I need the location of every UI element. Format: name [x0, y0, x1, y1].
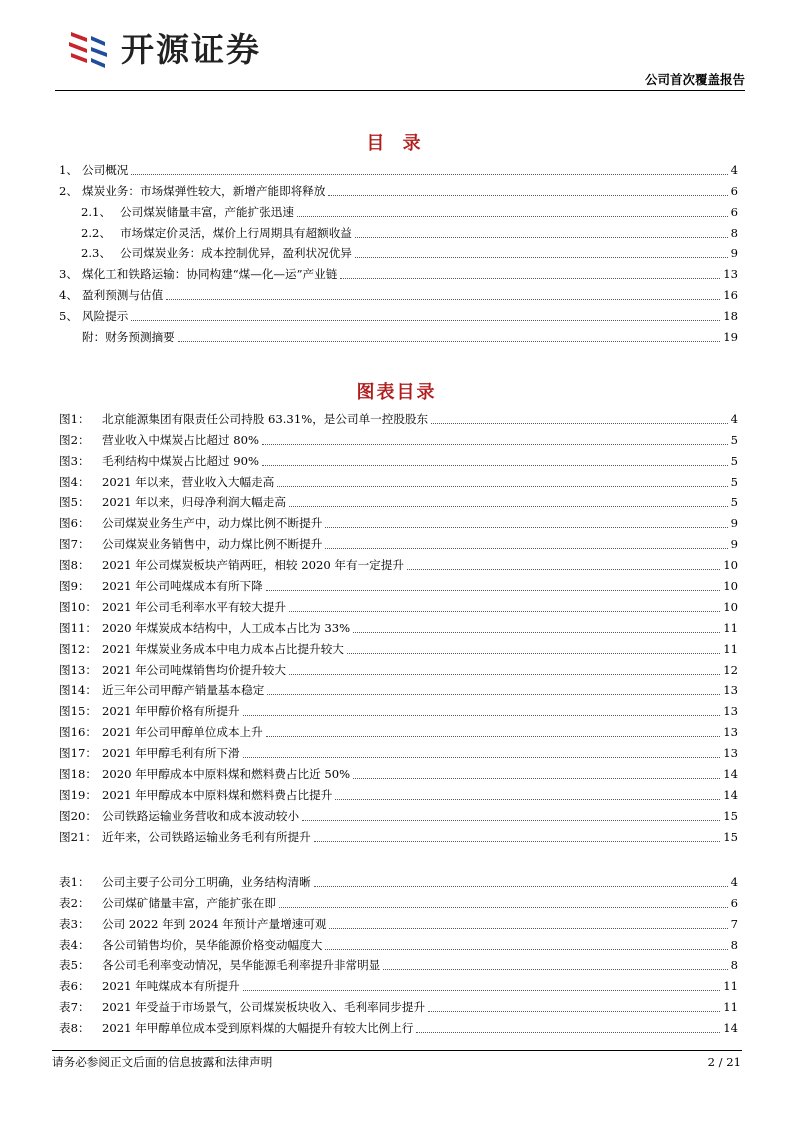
dot-leader [325, 548, 727, 549]
entry-title: 各公司销售均价，昊华能源价格变动幅度大 [102, 937, 323, 952]
entry-number: 表8： [59, 1021, 90, 1036]
entry-title: 公司煤炭业务：成本控制优异，盈利状况优异 [120, 246, 352, 261]
figure-entry[interactable] [59, 531, 738, 552]
brand-name: 开源证券 [121, 30, 261, 69]
dot-leader [262, 444, 728, 445]
figure-entry[interactable] [59, 932, 738, 953]
dot-leader [178, 341, 720, 342]
entry-number: 3、 [59, 267, 78, 282]
entry-title: 2021 年公司煤炭板块产销两旺，相较 2020 年有一定提升 [102, 558, 404, 573]
figure-entry[interactable] [59, 803, 738, 824]
entry-number: 图13： [59, 662, 97, 677]
dot-leader [329, 928, 727, 929]
entry-page: 9 [730, 537, 738, 552]
entry-title: 2021 年公司吨煤销售均价提升较大 [102, 662, 286, 677]
dot-leader [428, 1011, 720, 1012]
entry-title: 2021 年吨煤成本有所提升 [102, 979, 240, 994]
entry-number: 图16： [59, 725, 97, 740]
dot-leader [340, 278, 720, 279]
entry-number: 图1： [59, 411, 90, 426]
toc-entry[interactable] [59, 324, 738, 345]
table-list [59, 869, 738, 1036]
figure-entry[interactable] [59, 573, 738, 594]
entry-page: 10 [723, 599, 738, 614]
entry-title: 附：财务预测摘要 [82, 330, 175, 345]
entry-page: 14 [723, 767, 738, 782]
dot-leader [347, 653, 720, 654]
dot-leader [279, 907, 728, 908]
entry-number: 图3： [59, 453, 90, 468]
entry-page: 15 [723, 808, 738, 823]
figure-entry[interactable] [59, 615, 738, 636]
dot-leader [335, 799, 720, 800]
brand-logo [65, 26, 305, 74]
figure-entry[interactable] [59, 719, 738, 740]
entry-page: 7 [730, 916, 738, 931]
entry-title: 公司主要子公司分工明确，业务结构清晰 [102, 874, 311, 889]
dot-leader [243, 715, 721, 716]
entry-page: 4 [730, 411, 738, 426]
entry-number: 2、 [59, 183, 78, 198]
toc-entry[interactable] [59, 220, 738, 241]
toc-entry[interactable] [59, 241, 738, 262]
entry-page: 6 [730, 204, 738, 219]
figure-entry[interactable] [59, 448, 738, 469]
entry-title: 2021 年煤炭业务成本中电力成本占比提升较大 [102, 641, 344, 656]
entry-title: 公司煤炭业务生产中，动力煤比例不断提升 [102, 516, 323, 531]
entry-page: 8 [730, 225, 738, 240]
dot-leader [277, 486, 727, 487]
figure-entry[interactable] [59, 552, 738, 573]
brand-logo-icon [65, 26, 113, 74]
entry-number: 图19： [59, 787, 97, 802]
entry-number: 2.3、 [81, 246, 112, 261]
dot-leader [328, 195, 727, 196]
dot-leader [297, 216, 728, 217]
entry-title: 公司概况 [82, 162, 129, 177]
entry-page: 11 [723, 620, 738, 635]
dot-leader [289, 611, 720, 612]
entry-title: 煤化工和铁路运输：协同构建“煤—化—运”产业链 [82, 267, 338, 282]
dot-leader [416, 1032, 720, 1033]
entry-title: 2021 年甲醇价格有所提升 [102, 704, 240, 719]
page-number: 2 / 21 [707, 1055, 741, 1069]
entry-title: 盈利预测与估值 [82, 288, 164, 303]
entry-number: 5、 [59, 309, 78, 324]
figure-entry[interactable] [59, 953, 738, 974]
entry-page: 9 [730, 516, 738, 531]
entry-page: 14 [723, 1021, 738, 1036]
entry-number: 图2： [59, 432, 90, 447]
entry-title: 2021 年公司毛利率水平有较大提升 [102, 599, 286, 614]
entry-page: 11 [723, 1000, 738, 1015]
entry-title: 公司煤矿储量丰富，产能扩张在即 [102, 895, 276, 910]
entry-title: 2021 年以来，营业收入大幅走高 [102, 474, 275, 489]
dot-leader [302, 820, 720, 821]
entry-title: 2020 年甲醇成本中原料煤和燃料费占比近 50% [102, 767, 351, 782]
entry-number: 图17： [59, 746, 97, 761]
entry-page: 8 [730, 958, 738, 973]
figure-entry[interactable] [59, 406, 738, 427]
entry-number: 图18： [59, 767, 97, 782]
entry-number: 图9： [59, 579, 90, 594]
figure-entry[interactable] [59, 761, 738, 782]
entry-number: 图7： [59, 537, 90, 552]
figure-entry[interactable] [59, 890, 738, 911]
figure-entry[interactable] [59, 994, 738, 1015]
dot-leader [266, 736, 721, 737]
entry-page: 11 [723, 641, 738, 656]
entry-title: 市场煤定价灵活，煤价上行周期具有超额收益 [120, 225, 352, 240]
entry-number: 图10： [59, 599, 97, 614]
entry-number: 图4： [59, 474, 90, 489]
figure-entry[interactable] [59, 973, 738, 994]
entry-page: 9 [730, 246, 738, 261]
entry-page: 5 [730, 432, 738, 447]
entry-number: 表7： [59, 1000, 90, 1015]
entry-title: 风险提示 [82, 309, 129, 324]
entry-page: 5 [730, 453, 738, 468]
entry-number: 图20： [59, 808, 97, 823]
entry-page: 14 [723, 787, 738, 802]
entry-page: 13 [723, 725, 738, 740]
entry-title: 2021 年以来，归母净利润大幅走高 [102, 495, 286, 510]
figure-entry[interactable] [59, 657, 738, 678]
figure-entry[interactable] [59, 869, 738, 890]
figure-entry[interactable] [59, 427, 738, 448]
figure-entry[interactable] [59, 510, 738, 531]
entry-page: 11 [723, 979, 738, 994]
entry-title: 2021 年受益于市场景气，公司煤炭板块收入、毛利率同步提升 [102, 1000, 426, 1015]
entry-title: 公司铁路运输业务营收和成本波动较小 [102, 808, 300, 823]
toc-entry[interactable] [59, 303, 738, 324]
entry-number: 图12： [59, 641, 97, 656]
figure-entry[interactable] [59, 824, 738, 845]
figure-entry[interactable] [59, 698, 738, 719]
dot-leader [243, 757, 721, 758]
figure-entry[interactable] [59, 1015, 738, 1036]
toc-entry[interactable] [59, 261, 738, 282]
entry-page: 10 [723, 558, 738, 573]
figure-entry[interactable] [59, 469, 738, 490]
dot-leader [325, 949, 727, 950]
page-header [55, 22, 745, 92]
toc-entry[interactable] [59, 282, 738, 303]
entry-number: 表4： [59, 937, 90, 952]
dot-leader [266, 590, 721, 591]
entry-title: 2021 年甲醇成本中原料煤和燃料费占比提升 [102, 787, 333, 802]
entry-page: 15 [723, 829, 738, 844]
entry-title: 2021 年公司甲醇单位成本上升 [102, 725, 263, 740]
entry-title: 各公司毛利率变动情况，昊华能源毛利率提升非常明显 [102, 958, 381, 973]
entry-title: 2020 年煤炭成本结构中，人工成本占比为 33% [102, 620, 351, 635]
entry-number: 图6： [59, 516, 90, 531]
entry-page: 8 [730, 937, 738, 952]
footer-disclaimer: 请务必参阅正文后面的信息披露和法律声明 [52, 1055, 273, 1069]
figure-entry[interactable] [59, 911, 738, 932]
entry-page: 19 [723, 330, 738, 345]
entry-number: 1、 [59, 162, 78, 177]
figure-entry[interactable] [59, 594, 738, 615]
toc-entry[interactable] [59, 178, 738, 199]
toc-entry[interactable] [59, 199, 738, 220]
entry-title: 北京能源集团有限责任公司持股 63.31%，是公司单一控股股东 [102, 411, 429, 426]
entry-title: 毛利结构中煤炭占比超过 90% [102, 453, 259, 468]
entry-page: 4 [730, 162, 738, 177]
entry-page: 6 [730, 183, 738, 198]
figure-entry[interactable] [59, 782, 738, 803]
entry-number: 图5： [59, 495, 90, 510]
report-type: 公司首次覆盖报告 [644, 72, 745, 87]
entry-title: 近三年公司甲醇产销量基本稳定 [102, 683, 265, 698]
entry-page: 13 [723, 683, 738, 698]
figure-list [59, 406, 738, 845]
toc-list [59, 157, 738, 345]
dot-leader [355, 237, 728, 238]
entry-page: 4 [730, 874, 738, 889]
dot-leader [383, 969, 727, 970]
entry-page: 6 [730, 895, 738, 910]
entry-page: 12 [723, 662, 738, 677]
entry-page: 16 [723, 288, 738, 303]
entry-number: 表1： [59, 874, 90, 889]
entry-title: 公司煤炭储量丰富，产能扩张迅速 [120, 204, 294, 219]
entry-number: 图14： [59, 683, 97, 698]
dot-leader [267, 694, 720, 695]
figure-entry[interactable] [59, 678, 738, 699]
figure-entry[interactable] [59, 490, 738, 511]
toc-title: 目 录 [366, 133, 427, 154]
dot-leader [289, 674, 720, 675]
entry-title: 近年来，公司铁路运输业务毛利有所提升 [102, 829, 311, 844]
entry-page: 5 [730, 474, 738, 489]
entry-page: 18 [723, 309, 738, 324]
dot-leader [355, 257, 728, 258]
dot-leader [262, 465, 728, 466]
entry-title: 营业收入中煤炭占比超过 80% [102, 432, 259, 447]
toc-entry[interactable] [59, 157, 738, 178]
dot-leader [353, 778, 720, 779]
dot-leader [243, 990, 721, 991]
entry-number: 表2： [59, 895, 90, 910]
entry-page: 13 [723, 704, 738, 719]
dot-leader [166, 299, 720, 300]
figure-entry[interactable] [59, 740, 738, 761]
entry-page: 13 [723, 267, 738, 282]
figures-title: 图表目录 [356, 382, 437, 403]
entry-title: 煤炭业务：市场煤弹性较大，新增产能即将释放 [82, 183, 326, 198]
dot-leader [431, 423, 727, 424]
entry-number: 图21： [59, 829, 97, 844]
entry-title: 公司 2022 年到 2024 年预计产量增速可观 [102, 916, 327, 931]
entry-number: 图11： [59, 620, 97, 635]
entry-title: 2021 年公司吨煤成本有所下降 [102, 579, 263, 594]
dot-leader [289, 506, 728, 507]
entry-title: 2021 年甲醇单位成本受到原料煤的大幅提升有较大比例上行 [102, 1021, 414, 1036]
dot-leader [314, 841, 721, 842]
entry-title: 公司煤炭业务销售中，动力煤比例不断提升 [102, 537, 323, 552]
entry-title: 2021 年甲醇毛利有所下滑 [102, 746, 240, 761]
figure-entry[interactable] [59, 636, 738, 657]
dot-leader [325, 527, 727, 528]
entry-page: 13 [723, 746, 738, 761]
entry-number: 2.2、 [81, 225, 112, 240]
dot-leader [407, 569, 720, 570]
entry-number: 图8： [59, 558, 90, 573]
dot-leader [353, 632, 720, 633]
entry-number: 表3： [59, 916, 90, 931]
entry-number: 图15： [59, 704, 97, 719]
footer-divider [52, 1050, 742, 1051]
dot-leader [131, 174, 727, 175]
header-divider [55, 90, 745, 91]
entry-page: 10 [723, 579, 738, 594]
entry-number: 表5： [59, 958, 90, 973]
entry-page: 5 [730, 495, 738, 510]
entry-number: 2.1、 [81, 204, 112, 219]
dot-leader [314, 886, 728, 887]
entry-number: 4、 [59, 288, 78, 303]
dot-leader [131, 320, 720, 321]
entry-number: 表6： [59, 979, 90, 994]
